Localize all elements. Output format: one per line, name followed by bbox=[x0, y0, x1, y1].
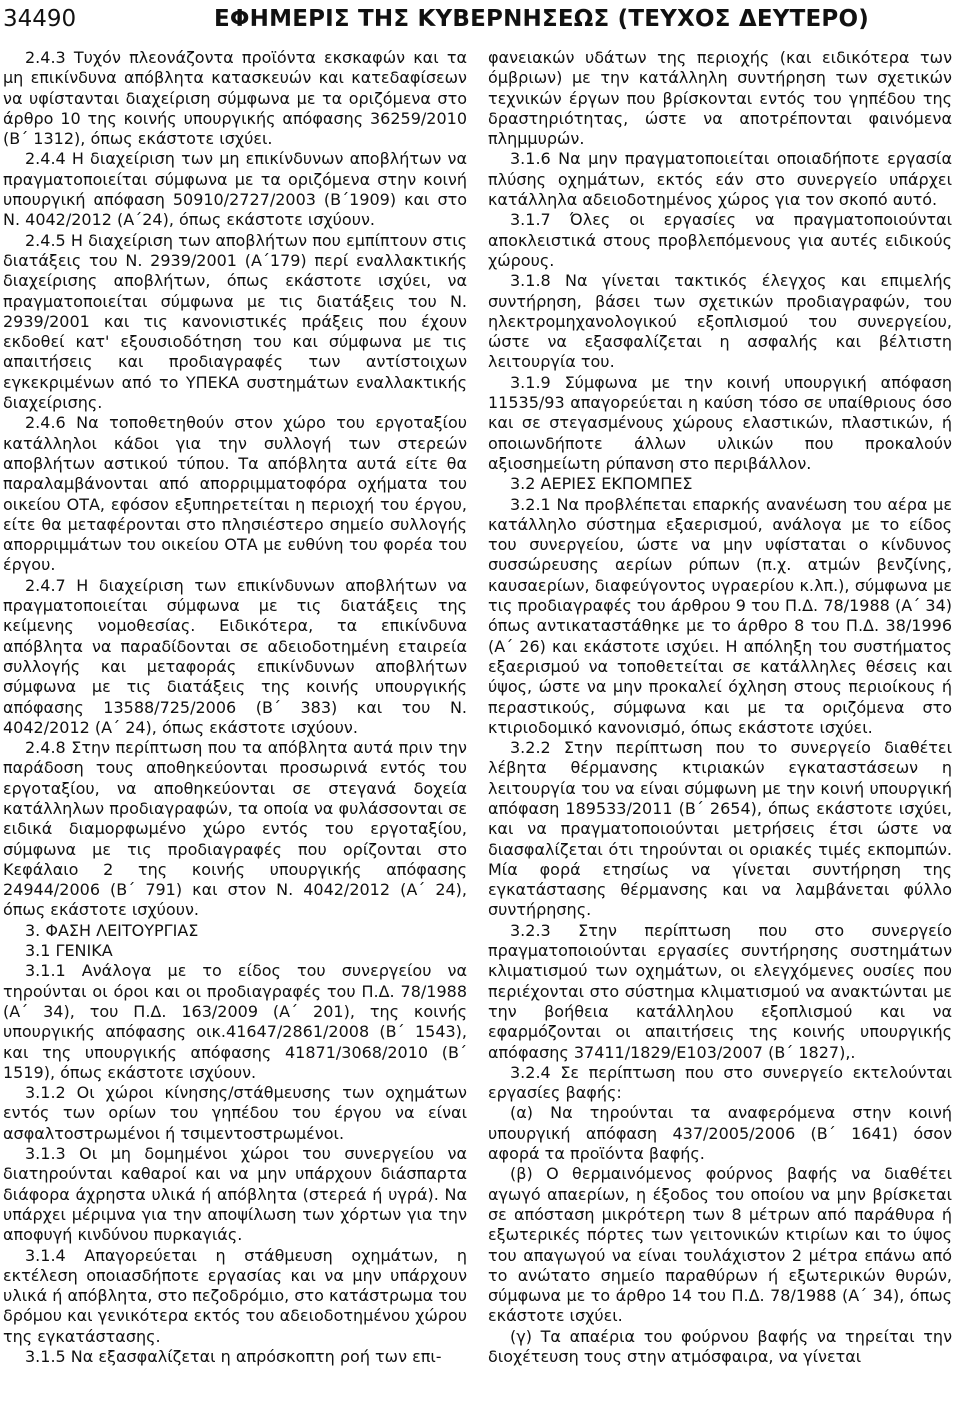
page-header bbox=[0, 2, 960, 38]
paragraph-3-2-4-c: (γ) Τα απαέρια του φούρνου βαφής να τηρείται την διοχέτευση τους στην ατμόσφαιρα, να γίνεται bbox=[488, 1326, 952, 1366]
paragraph-3-1-3: 3.1.3 Οι μη δομημένοι χώροι του συνεργείου να διατηρούνται καθαροί και να μην υπάρχουν διάσπαρτα διάφορα άχρηστα υλικά ή απόβλητα (στερεά ή υγρά). Να υπάρχει μέριμνα για την αποψίλωση των χόρτων για την αποφυγή κινδύνου πυρκαγιάς. bbox=[3, 1144, 467, 1245]
left-column bbox=[3, 48, 467, 1367]
paragraph-3-1-7: 3.1.7 Όλες οι εργασίες να πραγματοποιούνται αποκλειστικά στους προβλεπόμενους για αυτές ειδικούς χώρους. bbox=[488, 210, 952, 270]
paragraph-2-4-6: 2.4.6 Να τοποθετηθούν στον χώρο του εργοταξίου κατάλληλοι κάδοι για την συλλογή των στερεών αποβλήτων αστικού τύπου. Τα απόβλητα αυτά είτε θα παραλαμβάνονται από απορριμματοφόρα οχήματα του οικείου ΟΤΑ, εφόσον εξυπηρετείται η περιοχή του έργου, είτε θα μεταφέρονται στο πλησιέστερο σημείο συλλογής απορριμμάτων του οικείου ΟΤΑ με ευθύνη του φορέα του έργου. bbox=[3, 413, 467, 575]
paragraph-3-1-4: 3.1.4 Απαγορεύεται η στάθμευση οχημάτων, η εκτέλεση οποιασδήποτε εργασίας και να μην υπάρχουν υλικά ή απόβλητα, στο πεζοδρόμιο, στο κατάστρωμα του δρόμου και γενικότερα εκτός του αδειοδοτημένου χώρου της εγκατάστασης. bbox=[3, 1245, 467, 1346]
paragraph-3-2-4: 3.2.4 Σε περίπτωση που στο συνεργείο εκτελούνται εργασίες βαφής: bbox=[488, 1062, 952, 1103]
paragraph-3-1-9: 3.1.9 Σύμφωνα με την κοινή υπουργική απόφαση 11535/93 απαγορεύεται η καύση τόσο σε υπαίθριους όσο και σε στεγασμένους χώρους ελαστικών, πλαστικών, ή οποιωνδήποτε άλλων υλικών που προκαλούν αξιοσημείωτη ρύπανση στο περιβάλλον. bbox=[488, 372, 952, 473]
section-heading-3-2: 3.2 ΑΕΡΙΕΣ ΕΚΠΟΜΠΕΣ bbox=[510, 474, 693, 494]
paragraph-2-4-8: 2.4.8 Στην περίπτωση που τα απόβλητα αυτά πριν την παράδοση τους αποθηκεύονται προσωρινά εντός του εργοταξίου, να αποθηκεύονται σε στεγανά δοχεία κατάλληλων προδιαγραφών, τα οποία να φυλάσσονται σε ειδικά διαμορφωμένο χώρο εντός του εργοταξίου, σύμφωνα με τις προδιαγραφές που ορίζονται στο Κεφάλαιο 2 της κοινής υπουργικής απόφασης 24944/2006 (Β΄ 791) και στον Ν. 4042/2012 (Α΄ 24), όπως εκάστοτε ισχύουν. bbox=[3, 738, 467, 920]
paragraph-2-4-3: 2.4.3 Τυχόν πλεονάζοντα προϊόντα εκσκαφών και τα μη επικίνδυνα απόβλητα κατασκευών και κατεδαφίσεων να υφίστανται διαχείριση σύμφωνα με τα οριζόμενα στο άρθρο 10 της κοινής υπουργικής απόφασης 36259/2010 (Β΄ 1312), όπως εκάστοτε ισχύει. bbox=[3, 48, 467, 149]
paragraph-2-4-4: 2.4.4 Η διαχείριση των μη επικίνδυνων αποβλήτων να πραγματοποιείται σύμφωνα με τα οριζόμενα στην κοινή υπουργική απόφαση 50910/2727/2003 (Β΄1909) και στο Ν. 4042/2012 (Α΄24), όπως εκάστοτε ισχύουν. bbox=[3, 149, 467, 230]
paragraph-3-1-8: 3.1.8 Να γίνεται τακτικός έλεγχος και επιμελής συντήρηση, βάσει των σχετικών προδιαγραφών, του ηλεκτρομηχανολογικού εξοπλισμού του συνεργείου, ώστε να εξασφαλίζεται η ασφαλής και βέλτιστη λειτουργία του. bbox=[488, 271, 952, 372]
paragraph-3-1-5: 3.1.5 Να εξασφαλίζεται η απρόσκοπτη ροή των επι- bbox=[25, 1347, 442, 1366]
paragraph-2-4-7: 2.4.7 Η διαχείριση των επικίνδυνων αποβλήτων να πραγματοποιείται σύμφωνα με τις διατάξεις της κείμενης νομοθεσίας. Ειδικότερα, τα επικίνδυνα απόβλητα να παραδίδονται σε αδειοδοτημένη εταιρεία συλλογής και μεταφοράς επικίνδυνων αποβλήτων σύμφωνα με τις διατάξεις της κοινής υπουργικής απόφασης 13588/725/2006 (Β΄ 383) και του Ν. 4042/2012 (Α΄ 24), όπως εκάστοτε ισχύουν. bbox=[3, 575, 467, 737]
right-column bbox=[488, 48, 952, 1367]
section-heading-3: 3. ΦΑΣΗ ΛΕΙΤΟΥΡΓΙΑΣ bbox=[25, 920, 199, 940]
paragraph-3-2-4-a: (α) Να τηρούνται τα αναφερόμενα στην κοινή υπουργική απόφαση 437/2005/2006 (Β΄ 1641) όσον αφορά τα προϊόντα βαφής. bbox=[488, 1103, 952, 1164]
paragraph-2-4-5: 2.4.5 Η διαχείριση των αποβλήτων που εμπίπτουν στις διατάξεις του Ν. 2939/2001 (Α΄179) περί εναλλακτικής διαχείρισης αποβλήτων, όπως εκάστοτε ισχύει, να πραγματοποιείται σύμφωνα με τις διατάξεις του Ν. 2939/2001 και τις κανονιστικές πράξεις που έχουν εκδοθεί κατ' εξουσιοδότηση του και σύμφωνα με τις απαιτήσεις και προδιαγραφές των αντίστοιχων εγκεκριμένων από το ΥΠΕΚΑ συστημάτων εναλλακτικής διαχείρισης. bbox=[3, 230, 467, 413]
paragraph-3-1-2: 3.1.2 Οι χώροι κίνησης/στάθμευσης των οχημάτων εντός των ορίων του γηπέδου του έργου να είναι ασφαλτοστρωμένοι ή τσιμεντοστρωμένοι. bbox=[3, 1083, 467, 1143]
paragraph-3-1-5-continued: φανειακών υδάτων της περιοχής (και ειδικότερα των όμβριων) με την κατάλληλη συντήρηση των σχετικών τεχνικών έργων που βρίσκονται εντός του γηπέδου της δραστηριότητας, ώστε να αποτρέπονται φαινόμενα πλημμυρών. bbox=[488, 48, 952, 149]
page-number: 34490 bbox=[3, 6, 77, 32]
section-heading-3-1: 3.1 ΓΕΝΙΚΑ bbox=[25, 941, 113, 961]
gazette-title: ΕΦΗΜΕΡΙΣ ΤΗΣ ΚΥΒΕΡΝΗΣΕΩΣ (ΤΕΥΧΟΣ ΔΕΥΤΕΡΟ) bbox=[214, 6, 869, 32]
paragraph-3-2-2: 3.2.2 Στην περίπτωση που το συνεργείο διαθέτει λέβητα θέρμανσης κτιριακών εγκαταστάσεων η λειτουργία του να είναι σύμφωνη με την κοινή υπουργική απόφαση 189533/2011 (Β΄ 2654), όπως εκάστοτε ισχύει, και να πραγματοποιούνται μετρήσεις έτσι ώστε να διασφαλίζεται ότι τηρούνται οι οριακές τιμές εκπομπών. Μία φορά ετησίως να γίνεται συντήρηση της εγκατάστασης θέρμανσης και να λαμβάνεται φύλλο συντήρησης. bbox=[488, 738, 952, 920]
paragraph-3-2-1: 3.2.1 Να προβλέπεται επαρκής ανανέωση του αέρα με κατάλληλο σύστημα εξαερισμού, ανάλογα με το είδος του συνεργείου, ώστε να μην υφίσταται ο κίνδυνος συσσώρευσης αερίων ρύπων (π.χ. ατμών βενζίνης, καυσαερίων, διαφεύγοντος υγραερίου κ.λπ.), σύμφωνα με τις προδιαγραφές του άρθρου 9 του Π.Δ. 78/1988 (Α΄ 34) όπως αντικαταστάθηκε με το άρθρο 8 του Π.Δ. 38/1996 (Α΄ 26) και εκάστοτε ισχύει. Η απόληξη του συστήματος εξαερισμού να τοποθετείται σε κατάλληλες θέσεις και ύψος, ώστε να μην προκαλεί όχληση στους περιοίκους ή περαστικούς, σύμφωνα και με τα οριζόμενα στο κτιριοδομικό κανονισμό, όπως εκάστοτε ισχύει. bbox=[488, 494, 952, 737]
paragraph-3-2-3: 3.2.3 Στην περίπτωση που στο συνεργείο πραγματοποιούνται εργασίες συντήρησης συστημάτων κλιματισμού των οχημάτων, οι ελεγχόμενες ουσίες που περιέχονται στο σύστημα κλιματισμού να ανακτώνται με την βοήθεια κατάλληλου εξοπλισμού και να εφαρμόζονται οι απαιτήσεις της κοινής υπουργικής απόφασης 37411/1829/Ε103/2007 (Β΄ 1827),. bbox=[488, 920, 952, 1062]
paragraph-3-1-6: 3.1.6 Να μην πραγματοποιείται οποιαδήποτε εργασία πλύσης οχημάτων, εκτός εάν στο συνεργείο υπάρχει κατάλληλα αδειοδοτημένος χώρος για τον σκοπό αυτό. bbox=[488, 149, 952, 210]
paragraph-3-1-1: 3.1.1 Ανάλογα με το είδος του συνεργείου να τηρούνται οι όροι και οι προδιαγραφές του Π.Δ. 78/1988 (Α΄ 34), του Π.Δ. 163/2009 (Α΄ 201), της κοινής υπουργικής απόφασης οικ.41647/2861/2008 (Β΄ 1543), και της υπουργικής απόφασης 41871/3068/2010 (Β΄ 1519), όπως εκάστοτε ισχύουν. bbox=[3, 961, 467, 1082]
paragraph-3-2-4-b: (β) Ο θερμαινόμενος φούρνος βαφής να διαθέτει αγωγό απαερίων, η έξοδος του οποίου να μην βρίσκεται σε απόσταση μικρότερη των 8 μέτρων από παράθυρα ή εξωτερικές πόρτες των γειτονικών κτιρίων και το ύψος του απαγωγού να είναι τουλάχιστον 2 μέτρα επάνω από το ανώτατο σημείο παραθύρων ή εξωτερικών θυρών, σύμφωνα με το άρθρο 14 του Π.Δ. 78/1988 (Α΄ 34), όπως εκάστοτε ισχύει. bbox=[488, 1164, 952, 1326]
